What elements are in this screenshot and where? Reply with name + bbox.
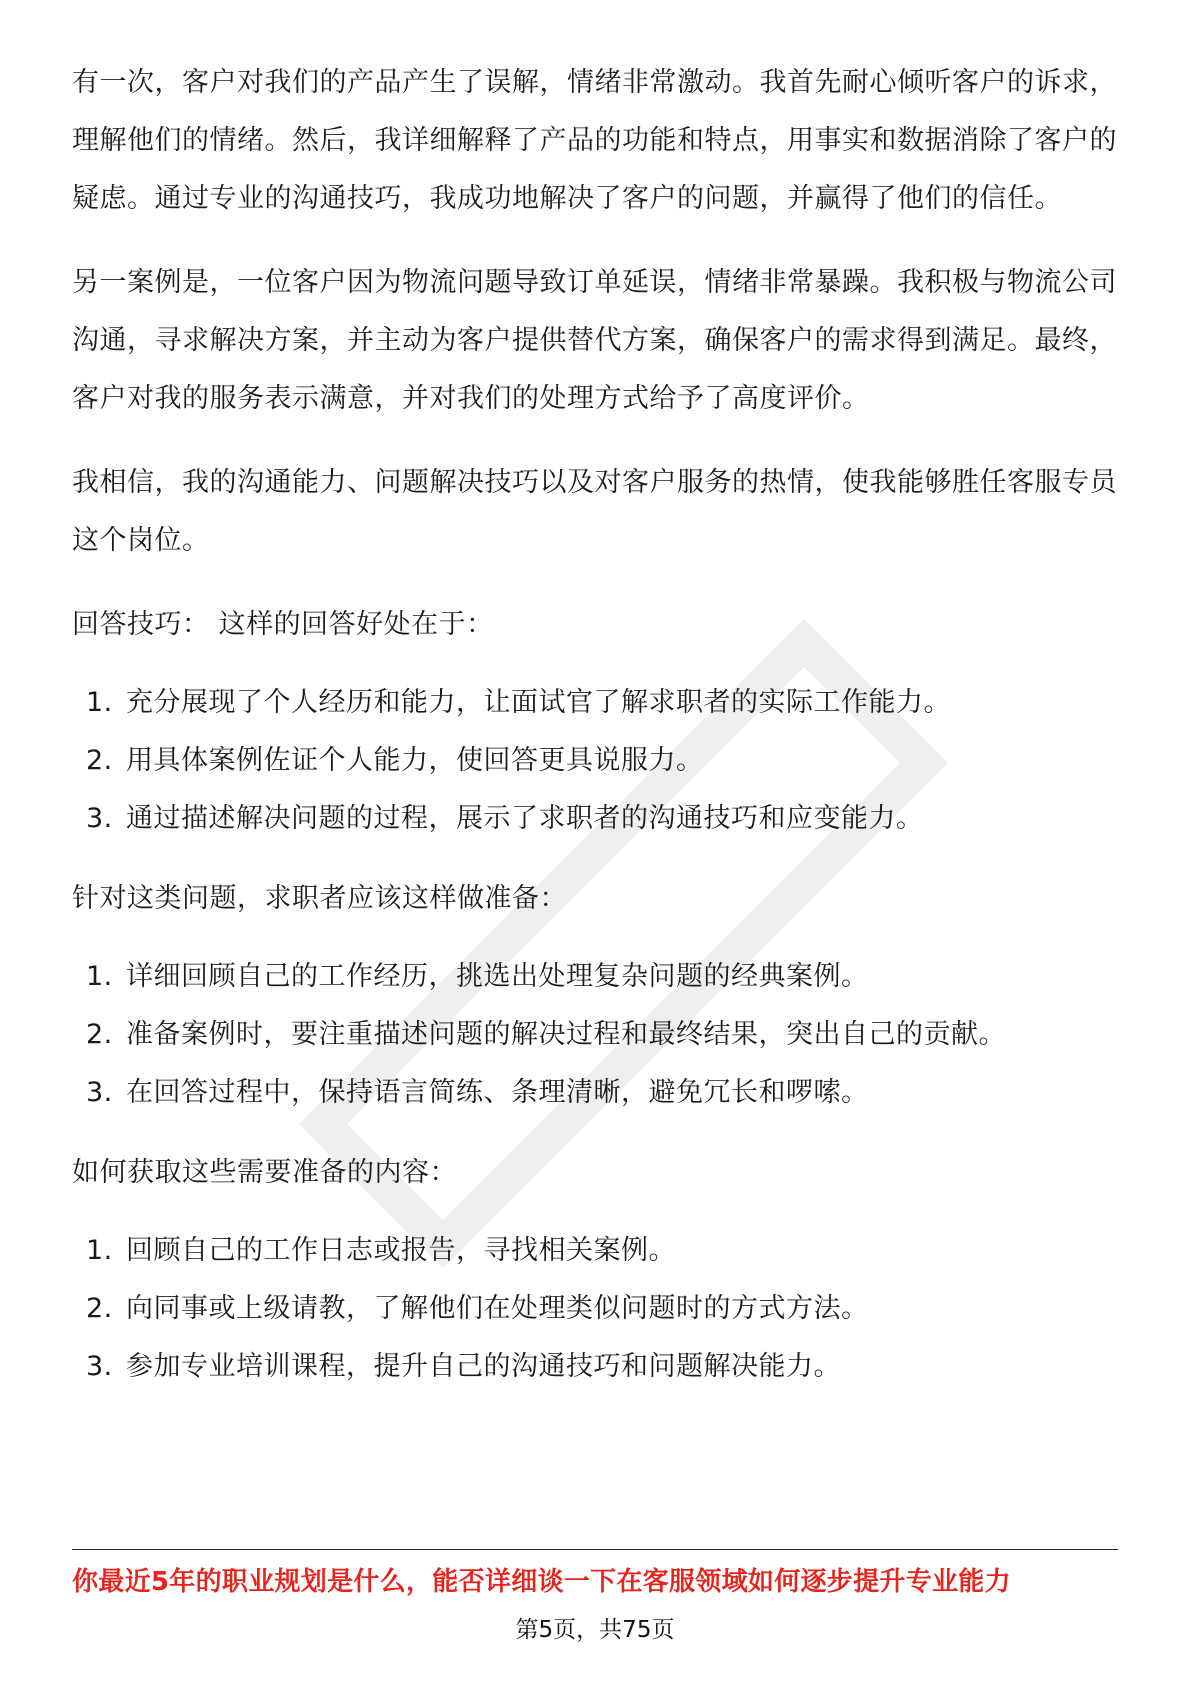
list-item — [72, 948, 1118, 1006]
list-text: 回顾自己的工作日志或报告，寻找相关案例。 — [126, 1235, 676, 1266]
list-number: 1. — [86, 961, 113, 992]
list-number: 2. — [86, 1019, 113, 1050]
list-number: 3. — [86, 803, 113, 834]
list-item — [72, 732, 1118, 790]
list-text: 向同事或上级请教，了解他们在处理类似问题时的方式方法。 — [126, 1293, 869, 1324]
list-item — [72, 674, 1118, 732]
list-item — [72, 790, 1118, 848]
list-text: 在回答过程中，保持语言简练、条理清晰，避免冗长和啰嗦。 — [126, 1077, 869, 1108]
list-number: 1. — [86, 1235, 113, 1266]
list-number: 2. — [86, 745, 113, 776]
source-list — [72, 1222, 1118, 1396]
paragraph-conclusion: 我相信，我的沟通能力、问题解决技巧以及对客户服务的热情，使我能够胜任客服专员这个岗位。 — [72, 467, 1117, 556]
source-heading: 如何获取这些需要准备的内容： — [72, 1157, 457, 1188]
footer-divider — [72, 1549, 1118, 1550]
list-item — [72, 1064, 1118, 1122]
list-text: 参加专业培训课程，提升自己的沟通技巧和问题解决能力。 — [126, 1351, 841, 1382]
document-body — [72, 54, 1118, 1418]
list-number: 2. — [86, 1293, 113, 1324]
list-number: 3. — [86, 1351, 113, 1382]
list-item — [72, 1006, 1118, 1064]
tips-heading: 回答技巧： 这样的回答好处在于： — [72, 609, 494, 640]
paragraph-case-two: 另一案例是，一位客户因为物流问题导致订单延误，情绪非常暴躁。我积极与物流公司沟通，寻求解决方案，并主动为客户提供替代方案，确保客户的需求得到满足。最终，客户对我的服务表示满意，并对我们的处理方式给予了高度评价。 — [72, 267, 1117, 414]
paragraph-case-one: 有一次，客户对我们的产品产生了误解，情绪非常激动。我首先耐心倾听客户的诉求，理解他们的情绪。然后，我详细解释了产品的功能和特点，用事实和数据消除了客户的疑虑。通过专业的沟通技巧，我成功地解决了客户的问题，并赢得了他们的信任。 — [72, 67, 1117, 214]
list-text: 通过描述解决问题的过程，展示了求职者的沟通技巧和应变能力。 — [126, 803, 924, 834]
list-text: 充分展现了个人经历和能力，让面试官了解求职者的实际工作能力。 — [126, 687, 951, 718]
next-question-link[interactable]: 你最近5年的职业规划是什么，能否详细谈一下在客服领域如何逐步提升专业能力 — [72, 1567, 1011, 1597]
list-text: 准备案例时，要注重描述问题的解决过程和最终结果，突出自己的贡献。 — [126, 1019, 1006, 1050]
page-number: 第5页，共75页 — [515, 1617, 675, 1643]
list-text: 详细回顾自己的工作经历，挑选出处理复杂问题的经典案例。 — [126, 961, 869, 992]
list-item — [72, 1222, 1118, 1280]
prep-heading: 针对这类问题，求职者应该这样做准备： — [72, 883, 567, 914]
list-number: 3. — [86, 1077, 113, 1108]
prep-list — [72, 948, 1118, 1122]
list-text: 用具体案例佐证个人能力，使回答更具说服力。 — [126, 745, 704, 776]
tips-list — [72, 674, 1118, 848]
list-number: 1. — [86, 687, 113, 718]
list-item — [72, 1338, 1118, 1396]
list-item — [72, 1280, 1118, 1338]
